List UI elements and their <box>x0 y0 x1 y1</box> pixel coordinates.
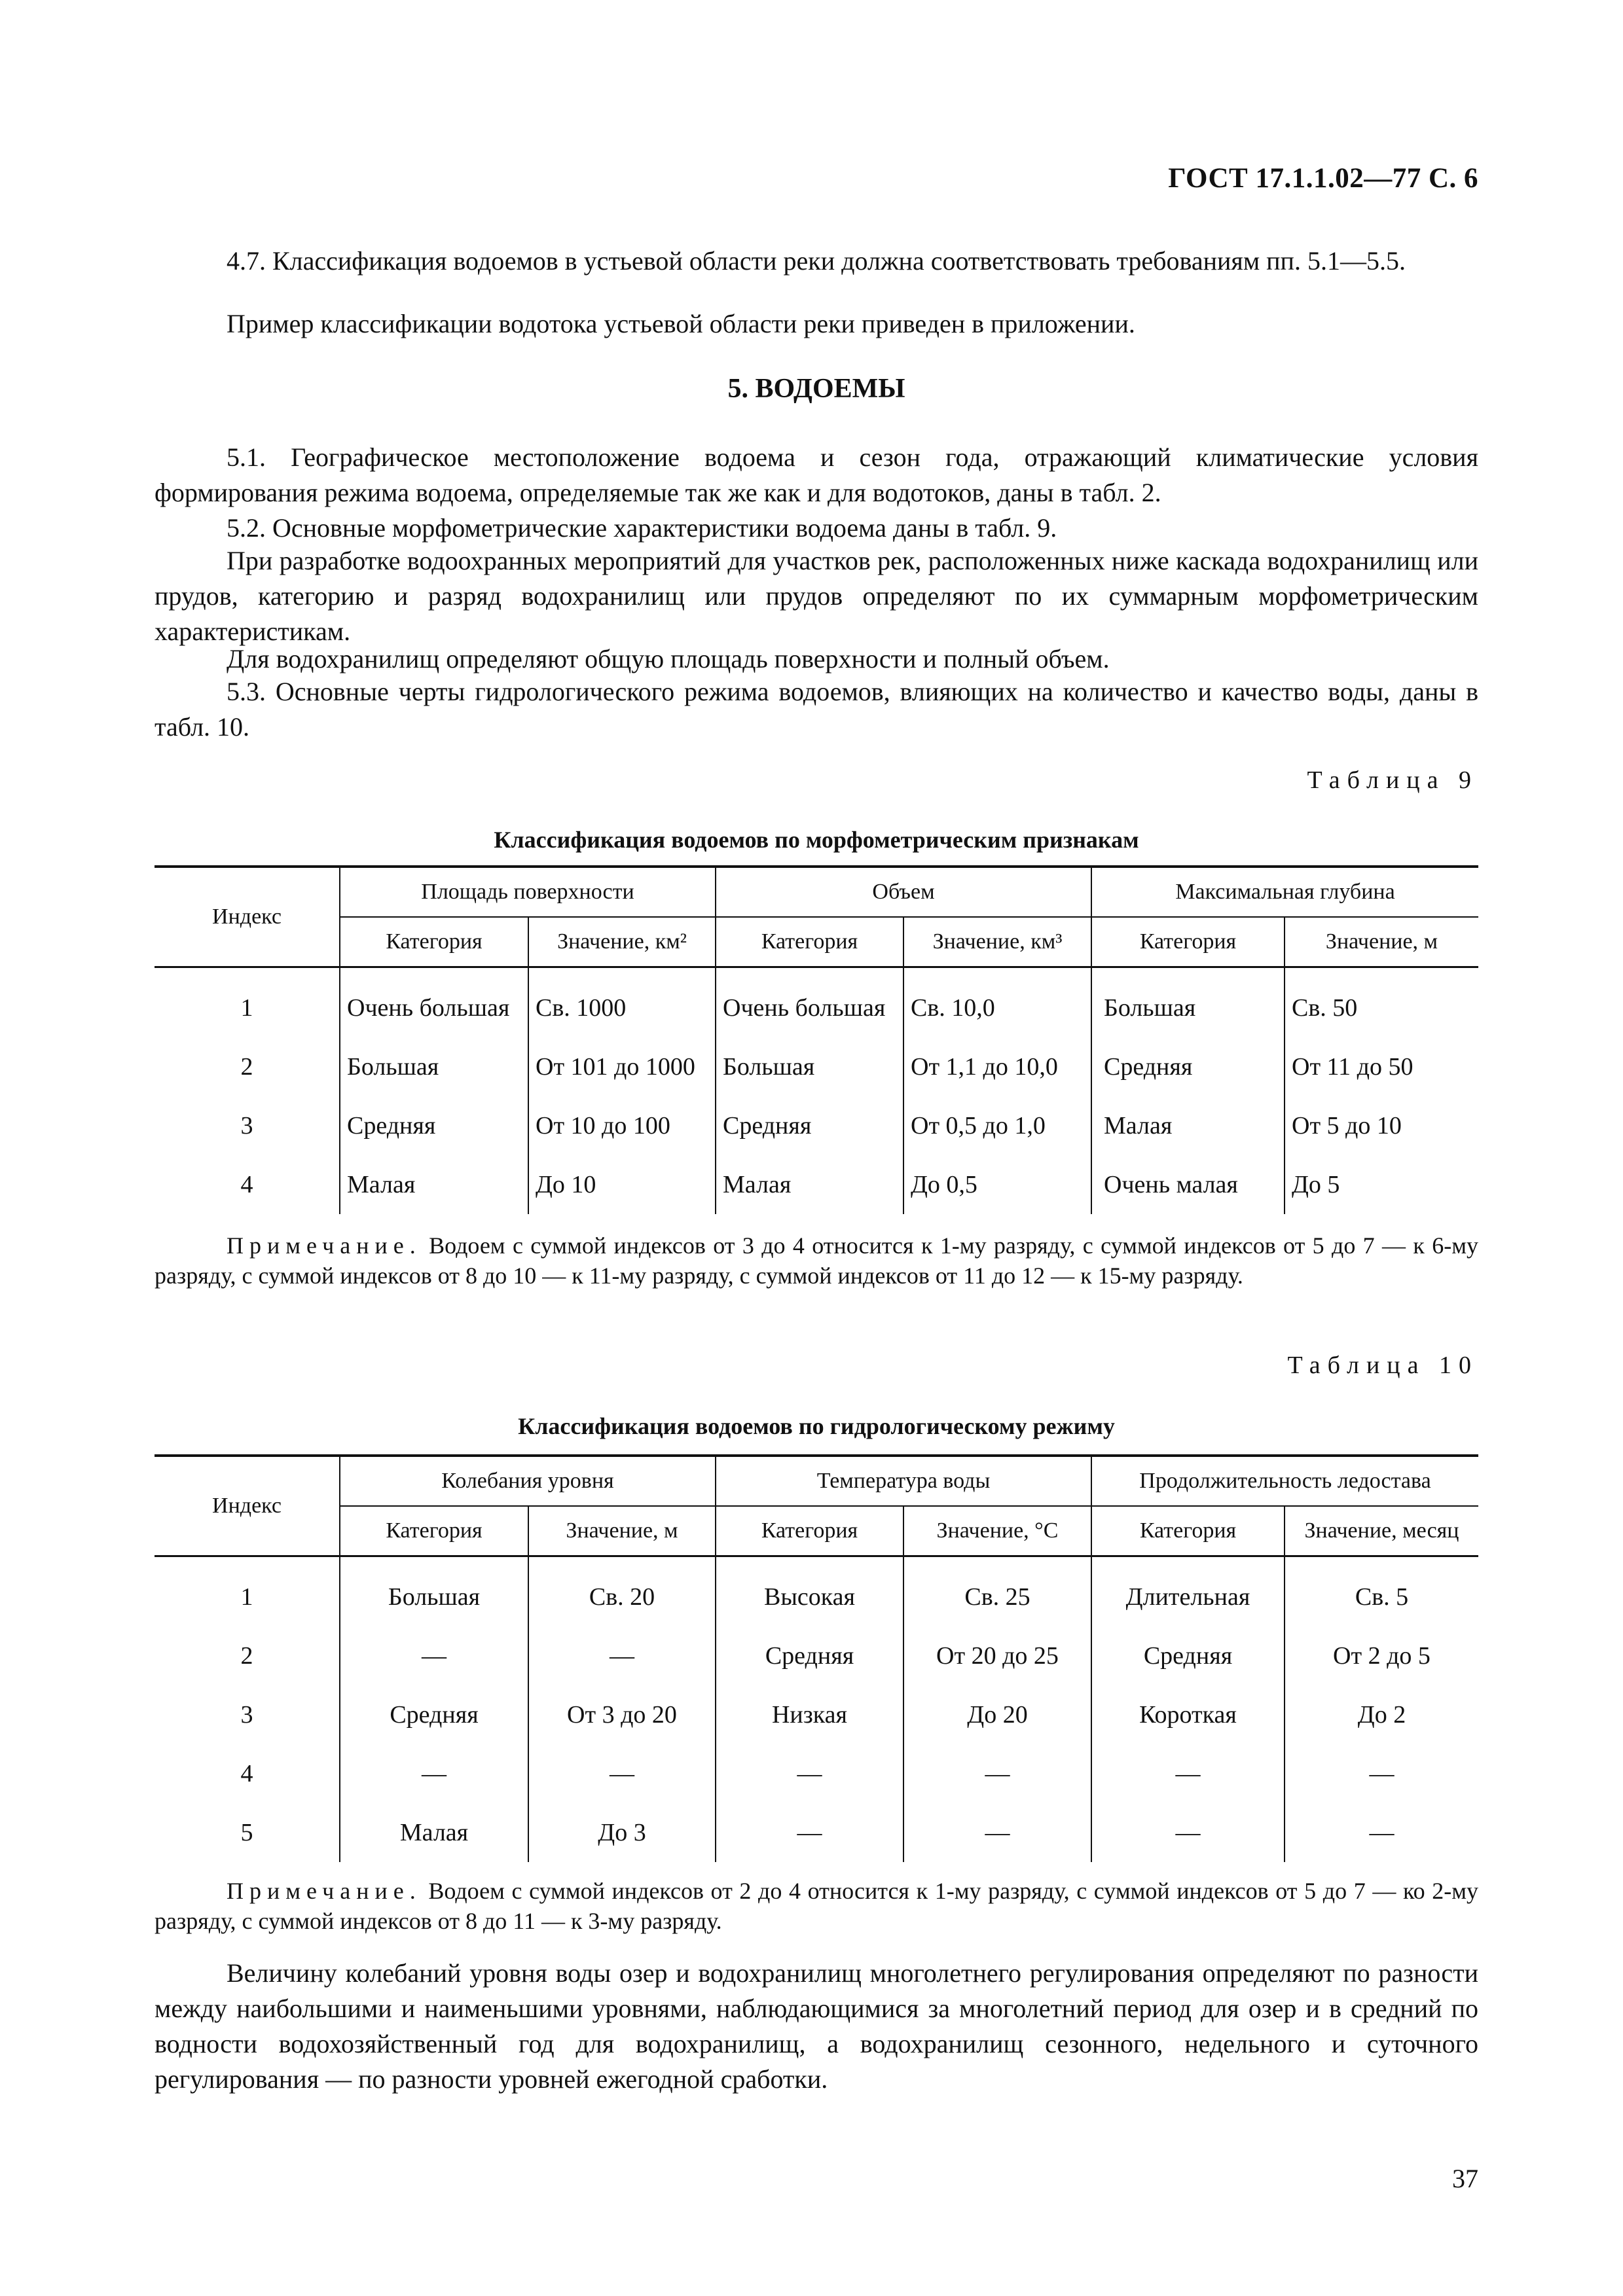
page-number: 37 <box>1452 2164 1478 2193</box>
table-9-group-volume: Объем <box>716 867 1091 917</box>
table-10-subheader: Категория <box>340 1506 528 1556</box>
table-cell: До 5 <box>1285 1155 1478 1214</box>
table-cell: 4 <box>240 1171 253 1198</box>
paragraph-5-2: 5.2. Основные морфометрические характеристики водоема даны в табл. 9. <box>227 513 1057 543</box>
table-9-group-depth: Максимальная глубина <box>1091 867 1478 917</box>
table-cell: Средняя <box>340 1685 528 1744</box>
table-cell: — <box>1091 1744 1285 1803</box>
table-cell: От 20 до 25 <box>903 1626 1091 1685</box>
table-9 <box>155 865 1478 1214</box>
table-row <box>155 1556 1478 1627</box>
table-10-group-ice: Продолжительность ледостава <box>1091 1456 1478 1506</box>
table-10-subheader: Категория <box>716 1506 903 1556</box>
table-9-note <box>155 1230 1478 1291</box>
section-title: 5. ВОДОЕМЫ <box>727 374 905 404</box>
page-header: ГОСТ 17.1.1.02—77 С. 6 <box>1168 163 1478 194</box>
table-9-group-area: Площадь поверхности <box>340 867 716 917</box>
table-cell: Средняя <box>1091 1037 1285 1096</box>
table-9-caption: Классификация водоемов по морфометрическим признакам <box>494 827 1139 853</box>
table-cell: Св. 25 <box>903 1556 1091 1627</box>
paragraph-level-fluctuation: Величину колебаний уровня воды озер и водохранилищ многолетнего регулирования определяют по разности между наибольшими и наименьшими уровнями, наблюдающимися за многолетний период для озер и в средний по водности водохозяйственный год для водохранилищ, а водохранилищ сезонного, недельного и суточного регулирования — по разности уровней ежегодной сработки. <box>155 1958 1478 2094</box>
table-9-subheader: Категория <box>716 917 903 967</box>
table-cell: Очень малая <box>1091 1155 1285 1214</box>
paragraph-4-7: 4.7. Классификация водоемов в устьевой области реки должна соответствовать требованиям пп. 5.1—5.5. <box>227 246 1406 276</box>
table-cell: От 0,5 до 1,0 <box>903 1096 1091 1155</box>
table-cell: Малая <box>1091 1096 1285 1155</box>
note-label: Примечание. <box>227 1878 422 1904</box>
table-9-subheader: Категория <box>1091 917 1285 967</box>
table-cell: Средняя <box>716 1096 903 1155</box>
paragraph-5-3: 5.3. Основные черты гидрологического режима водоемов, влияющих на количество и качество воды, даны в табл. 10. <box>155 677 1478 742</box>
table-9-subheader: Значение, км³ <box>903 917 1091 967</box>
table-cell: Большая <box>716 1037 903 1096</box>
table-cell: Св. 1000 <box>528 967 716 1038</box>
table-9-label: Таблица 9 <box>1307 766 1478 794</box>
table-10-caption: Классификация водоемов по гидрологическому режиму <box>518 1413 1115 1439</box>
table-cell: 2 <box>240 1053 253 1081</box>
table-9-subheader: Значение, м <box>1285 917 1478 967</box>
table-row <box>155 1155 1478 1214</box>
table-cell: Средняя <box>716 1626 903 1685</box>
table-cell: Средняя <box>340 1096 528 1155</box>
table-cell: Большая <box>340 1556 528 1627</box>
table-cell: Средняя <box>1091 1626 1285 1685</box>
table-cell: — <box>716 1803 903 1862</box>
table-cell: — <box>1091 1803 1285 1862</box>
table-10-group-temperature: Температура воды <box>716 1456 1091 1506</box>
table-cell: Очень большая <box>716 967 903 1038</box>
table-cell: Длительная <box>1091 1556 1285 1627</box>
table-cell: 2 <box>240 1642 253 1670</box>
table-cell: От 101 до 1000 <box>528 1037 716 1096</box>
table-cell: 3 <box>240 1701 253 1729</box>
table-cell: От 3 до 20 <box>528 1685 716 1744</box>
paragraph-reservoir-cascade: При разработке водоохранных мероприятий для участков рек, расположенных ниже каскада водохранилищ или прудов, категорию и разряд водохранилищ или прудов определяют по их суммарным морфометрическим характеристикам. <box>155 546 1478 646</box>
table-10-group-level: Колебания уровня <box>340 1456 716 1506</box>
table-cell: До 20 <box>903 1685 1091 1744</box>
table-cell: Большая <box>340 1037 528 1096</box>
table-cell: — <box>340 1626 528 1685</box>
table-cell: — <box>340 1744 528 1803</box>
table-cell: Малая <box>340 1155 528 1214</box>
table-cell: От 10 до 100 <box>528 1096 716 1155</box>
table-cell: Очень большая <box>340 967 528 1038</box>
table-9-subheader: Значение, км² <box>528 917 716 967</box>
table-row <box>155 967 1478 1038</box>
table-cell: От 2 до 5 <box>1285 1626 1478 1685</box>
table-cell: 3 <box>240 1112 253 1139</box>
note-text: Водоем с суммой индексов от 2 до 4 относится к 1-му разряду, с суммой индексов от 5 до 7 — ко 2-му разряду, с суммой индексов от 8 до 11 — к 3-му разряду. <box>155 1878 1479 1934</box>
table-cell: Малая <box>340 1803 528 1862</box>
table-row <box>155 1037 1478 1096</box>
table-cell: Короткая <box>1091 1685 1285 1744</box>
table-cell: До 10 <box>528 1155 716 1214</box>
table-cell: Св. 10,0 <box>903 967 1091 1038</box>
table-cell: — <box>1285 1803 1478 1862</box>
table-10 <box>155 1454 1478 1862</box>
table-cell: — <box>716 1744 903 1803</box>
table-row <box>155 1626 1478 1685</box>
table-cell: Высокая <box>716 1556 903 1627</box>
paragraph-example: Пример классификации водотока устьевой области реки приведен в приложении. <box>227 309 1135 338</box>
table-cell: — <box>528 1626 716 1685</box>
table-cell: — <box>903 1744 1091 1803</box>
note-text: Водоем с суммой индексов от 3 до 4 относится к 1-му разряду, с суммой индексов от 5 до 7 — к 6-му разряду, с суммой индексов от 8 до 10 — к 11-му разряду, с суммой индексов от 11 до 12 — к 15-му разряду. <box>155 1232 1479 1289</box>
table-cell: От 1,1 до 10,0 <box>903 1037 1091 1096</box>
table-cell: До 0,5 <box>903 1155 1091 1214</box>
note-label: Примечание. <box>227 1232 422 1259</box>
table-cell: Низкая <box>716 1685 903 1744</box>
table-9-index-header: Индекс <box>155 867 340 967</box>
table-cell: От 11 до 50 <box>1285 1037 1478 1096</box>
paragraph-total-area: Для водохранилищ определяют общую площадь поверхности и полный объем. <box>227 644 1110 673</box>
table-cell: Малая <box>716 1155 903 1214</box>
table-cell: Св. 50 <box>1285 967 1478 1038</box>
table-10-subheader: Значение, м <box>528 1506 716 1556</box>
table-cell: — <box>1285 1744 1478 1803</box>
table-cell: Св. 5 <box>1285 1556 1478 1627</box>
table-row <box>155 1685 1478 1744</box>
table-cell: До 3 <box>528 1803 716 1862</box>
table-10-index-header: Индекс <box>155 1456 340 1556</box>
table-cell: — <box>903 1803 1091 1862</box>
paragraph-5-1: 5.1. Географическое местоположение водоема и сезон года, отражающий климатические условия формирования режима водоема, определяемые так же как и для водотоков, даны в табл. 2. <box>155 442 1478 507</box>
table-cell: Большая <box>1091 967 1285 1038</box>
table-cell: Св. 20 <box>528 1556 716 1627</box>
table-10-label: Таблица 10 <box>1287 1352 1478 1379</box>
table-row <box>155 1744 1478 1803</box>
table-cell: 5 <box>240 1819 253 1846</box>
table-row <box>155 1096 1478 1155</box>
table-cell: 1 <box>240 1583 253 1611</box>
table-10-subheader: Значение, месяц <box>1285 1506 1478 1556</box>
table-cell: От 5 до 10 <box>1285 1096 1478 1155</box>
table-cell: 4 <box>240 1760 253 1787</box>
table-cell: 1 <box>240 994 253 1022</box>
table-cell: До 2 <box>1285 1685 1478 1744</box>
table-10-subheader: Значение, °С <box>903 1506 1091 1556</box>
document-page <box>155 0 1478 2296</box>
table-10-note <box>155 1876 1478 1936</box>
table-10-subheader: Категория <box>1091 1506 1285 1556</box>
table-9-subheader: Категория <box>340 917 528 967</box>
table-cell: — <box>528 1744 716 1803</box>
table-row <box>155 1803 1478 1862</box>
